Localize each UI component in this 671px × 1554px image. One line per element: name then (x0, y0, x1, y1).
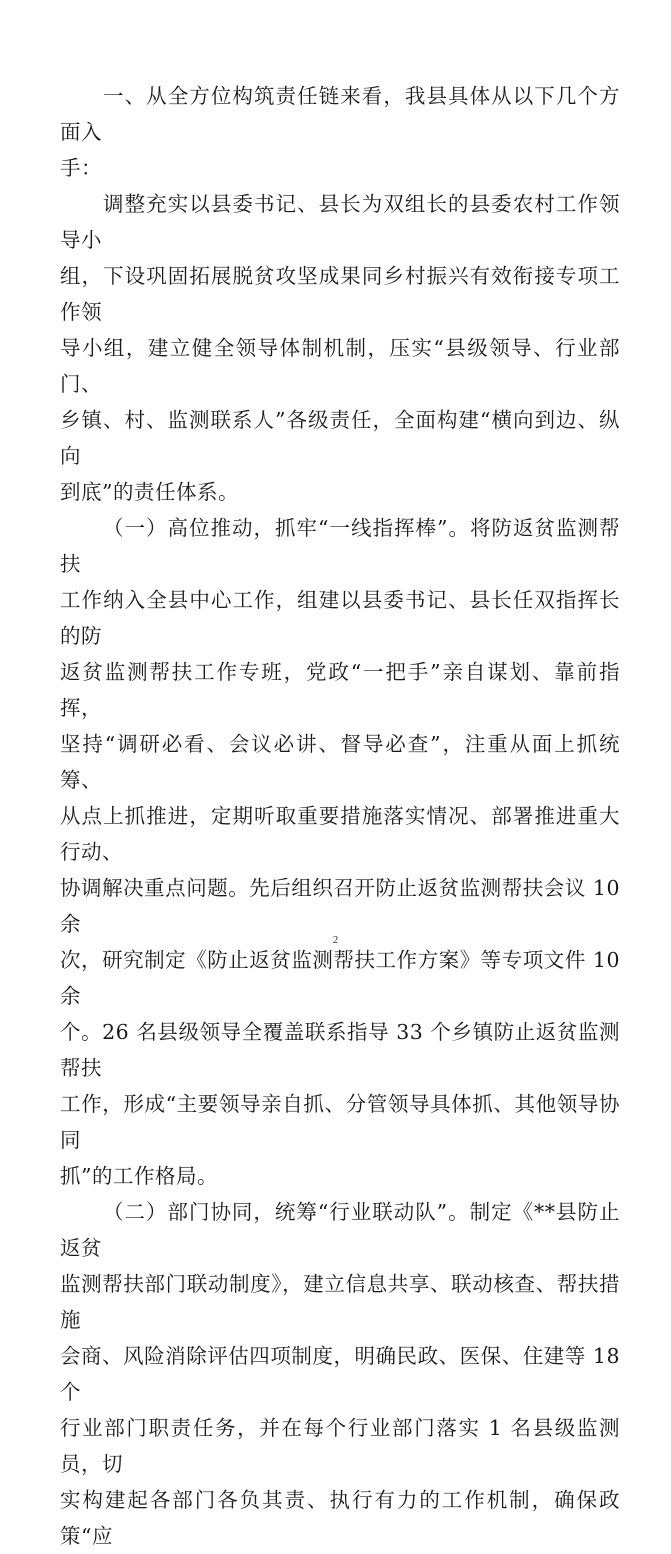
paragraph-section-two: （二）部门协同，统筹“行业联动队”。制定《**县防止返贫 监测帮扶部门联动制度》，建立信息共享、联动核查、帮扶措施 会商、风险消除评估四项制度，明确民政、医保、住建等 18 个 行业部门职责任务，并在每个行业部门落实 1 名县级监测员，切 实构建起各部门各负其责、执行有力的工作机制，确保政策“应 (60, 1200, 620, 1548)
paragraph-intro: 一、从全方位构筑责任链来看，我县具体从以下几个方面入 手： (60, 84, 620, 180)
paragraph-section-one: （一）高位推动，抓牢“一线指挥棒”。将防返贫监测帮扶 工作纳入全县中心工作，组建以县委书记、县长任双指挥长的防 返贫监测帮扶工作专班，党政“一把手”亲自谋划、靠前指挥， 坚持“调研必看、会议必讲、督导必查”，注重从面上抓统筹、 从点上抓推进，定期听取重要措施落实情况、部署推进重大行动、 协调解决重点问题。先后组织召开防止返贫监测帮扶会议 10 余 次，研究制定《防止返贫监测帮扶工作方案》等专项文件 10 余 个。26 名县级领导全覆盖联系指导 33 个乡镇防止返贫监测帮扶 工作，形成“主要领导亲自抓、分管领导具体抓、其他领导协同 抓”的工作格局。 (60, 516, 620, 1188)
document-body (60, 78, 620, 1554)
page-number: 2 (332, 934, 339, 946)
paragraph-leadership-group: 调整充实以县委书记、县长为双组长的县委农村工作领导小 组，下设巩固拓展脱贫攻坚成果同乡村振兴有效衔接专项工作领 导小组，建立健全领导体制机制，压实“县级领导、行业部门、 乡镇、村、监测联系人”各级责任，全面构建“横向到边、纵向 到底”的责任体系。 (60, 192, 620, 504)
